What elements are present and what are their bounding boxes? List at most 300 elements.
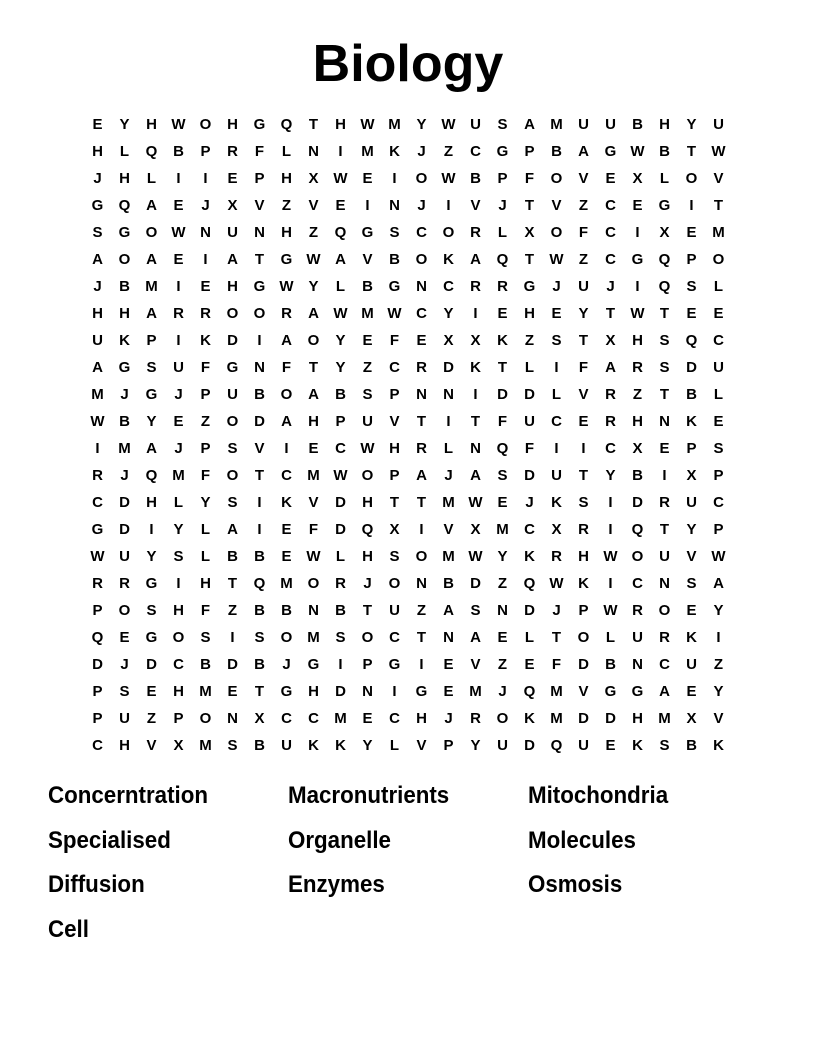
grid-letter: F <box>281 359 292 376</box>
grid-letter: D <box>227 332 238 349</box>
grid-letter: R <box>551 548 562 565</box>
grid-letter: R <box>227 143 238 160</box>
grid-letter: G <box>307 656 320 673</box>
grid-letter: D <box>524 467 535 484</box>
grid-letter: W <box>711 548 726 565</box>
grid-letter: T <box>254 683 265 700</box>
grid-letter: P <box>713 521 724 538</box>
grid-letter: L <box>713 386 724 403</box>
grid-letter: V <box>308 494 319 511</box>
grid-letter: R <box>416 359 427 376</box>
grid-letter: N <box>254 359 265 376</box>
grid-letter: I <box>257 494 262 511</box>
grid-letter: W <box>279 278 294 295</box>
grid-letter: P <box>362 656 373 673</box>
grid-letter: R <box>119 575 130 592</box>
grid-letter: U <box>713 116 724 133</box>
grid-letter: R <box>173 305 184 322</box>
grid-letter: Y <box>335 359 346 376</box>
grid-letter: P <box>686 251 697 268</box>
grid-letter: K <box>524 710 535 727</box>
grid-letter: Y <box>308 278 319 295</box>
grid-letter: D <box>335 521 346 538</box>
grid-letter: M <box>469 683 482 700</box>
grid-letter: E <box>578 413 589 430</box>
grid-letter: E <box>713 413 724 430</box>
grid-letter: W <box>90 413 105 430</box>
grid-letter: E <box>362 170 373 187</box>
grid-letter: P <box>524 143 535 160</box>
grid-letter: H <box>389 440 400 457</box>
grid-letter: G <box>91 197 104 214</box>
word-list-item: Molecules <box>528 826 636 854</box>
grid-letter: F <box>308 521 319 538</box>
grid-letter: I <box>338 143 343 160</box>
grid-letter: L <box>605 629 616 646</box>
grid-letter: F <box>200 602 211 619</box>
grid-row <box>84 167 732 194</box>
grid-letter: I <box>608 521 613 538</box>
grid-letter: H <box>227 116 238 133</box>
grid-letter: G <box>604 143 617 160</box>
grid-letter: X <box>551 521 562 538</box>
grid-letter: H <box>146 494 157 511</box>
grid-letter: N <box>308 602 319 619</box>
word-list-item: Macronutrients <box>288 782 450 809</box>
grid-letter: K <box>524 548 535 565</box>
grid-letter: A <box>659 683 670 700</box>
grid-letter: A <box>146 440 157 457</box>
grid-letter: R <box>578 521 589 538</box>
grid-letter: C <box>416 305 427 322</box>
grid-letter: T <box>578 467 589 484</box>
grid-letter: L <box>524 359 535 376</box>
grid-letter: W <box>360 440 375 457</box>
grid-letter: Z <box>308 224 319 241</box>
grid-letter: C <box>605 251 616 268</box>
grid-letter: C <box>389 629 400 646</box>
grid-letter: Z <box>497 575 508 592</box>
grid-letter: N <box>308 143 319 160</box>
grid-letter: A <box>605 359 616 376</box>
grid-letter: K <box>713 737 724 754</box>
grid-letter: T <box>308 359 319 376</box>
grid-letter: E <box>443 683 454 700</box>
grid-letter: D <box>119 521 130 538</box>
grid-row <box>84 248 732 275</box>
grid-letter: P <box>92 710 103 727</box>
grid-letter: I <box>284 440 289 457</box>
grid-letter: B <box>443 575 454 592</box>
grid-letter: X <box>227 197 238 214</box>
grid-letter: W <box>441 116 456 133</box>
grid-letter: C <box>389 710 400 727</box>
grid-letter: M <box>307 629 320 646</box>
grid-letter: Y <box>605 467 616 484</box>
grid-letter: B <box>686 737 697 754</box>
grid-letter: V <box>551 197 562 214</box>
grid-letter: B <box>119 413 130 430</box>
grid-letter: S <box>389 548 400 565</box>
grid-letter: U <box>389 602 400 619</box>
grid-letter: K <box>686 629 697 646</box>
grid-letter: K <box>443 251 454 268</box>
grid-letter: M <box>550 683 563 700</box>
grid-letter: Y <box>686 521 697 538</box>
grid-letter: R <box>470 224 481 241</box>
grid-letter: F <box>389 332 400 349</box>
grid-letter: Z <box>578 251 589 268</box>
grid-letter: U <box>497 737 508 754</box>
grid-letter: H <box>524 305 535 322</box>
grid-letter: A <box>524 116 535 133</box>
grid-letter: Z <box>443 143 454 160</box>
grid-letter: J <box>120 386 129 403</box>
grid-letter: T <box>524 251 535 268</box>
grid-letter: K <box>686 413 697 430</box>
grid-letter: U <box>686 656 697 673</box>
grid-letter: O <box>415 170 428 187</box>
grid-letter: J <box>93 170 102 187</box>
grid-letter: D <box>605 710 616 727</box>
grid-letter: A <box>281 332 292 349</box>
grid-letter: Y <box>470 737 481 754</box>
grid-letter: U <box>227 386 238 403</box>
grid-letter: O <box>172 629 185 646</box>
grid-letter: G <box>388 656 401 673</box>
letter-grid <box>84 113 732 761</box>
grid-letter: X <box>686 467 697 484</box>
grid-letter: I <box>176 170 181 187</box>
grid-letter: E <box>335 197 346 214</box>
grid-letter: E <box>416 332 427 349</box>
grid-letter: W <box>333 467 348 484</box>
grid-letter: N <box>470 440 481 457</box>
grid-letter: P <box>92 602 103 619</box>
grid-letter: R <box>416 440 427 457</box>
grid-letter: V <box>362 251 373 268</box>
grid-letter: C <box>632 575 643 592</box>
grid-letter: L <box>524 629 535 646</box>
grid-letter: E <box>713 305 724 322</box>
grid-letter: Y <box>200 494 211 511</box>
grid-row <box>84 383 732 410</box>
grid-letter: G <box>361 224 374 241</box>
grid-letter: J <box>282 656 291 673</box>
grid-letter: U <box>632 629 643 646</box>
grid-letter: I <box>635 224 640 241</box>
grid-letter: Q <box>334 224 347 241</box>
grid-row <box>84 707 732 734</box>
grid-letter: O <box>550 170 563 187</box>
grid-letter: T <box>470 413 481 430</box>
grid-letter: C <box>416 224 427 241</box>
grid-letter: V <box>416 737 427 754</box>
grid-row <box>84 410 732 437</box>
grid-letter: B <box>335 386 346 403</box>
grid-letter: G <box>145 575 158 592</box>
grid-letter: E <box>200 278 211 295</box>
grid-letter: H <box>632 710 643 727</box>
grid-letter: D <box>146 656 157 673</box>
grid-letter: Y <box>713 602 724 619</box>
grid-letter: X <box>443 332 454 349</box>
grid-letter: V <box>308 197 319 214</box>
grid-letter: K <box>281 494 292 511</box>
word-list-item: Cell <box>48 915 89 943</box>
grid-letter: E <box>173 197 184 214</box>
grid-letter: I <box>176 575 181 592</box>
grid-letter: O <box>226 413 239 430</box>
word-list-item: Osmosis <box>528 871 623 898</box>
grid-letter: R <box>605 413 616 430</box>
grid-letter: F <box>524 440 535 457</box>
grid-letter: E <box>524 656 535 673</box>
grid-letter: G <box>415 683 428 700</box>
grid-letter: B <box>254 548 265 565</box>
grid-letter: I <box>446 197 451 214</box>
grid-letter: H <box>92 305 103 322</box>
grid-letter: C <box>470 143 481 160</box>
grid-letter: C <box>713 332 724 349</box>
grid-letter: E <box>146 683 157 700</box>
grid-letter: C <box>605 197 616 214</box>
grid-letter: L <box>146 170 157 187</box>
grid-letter: G <box>280 683 293 700</box>
grid-letter: W <box>603 548 618 565</box>
grid-letter: B <box>686 386 697 403</box>
grid-row <box>84 518 732 545</box>
grid-letter: C <box>335 440 346 457</box>
grid-letter: Z <box>362 359 373 376</box>
grid-row <box>84 491 732 518</box>
grid-letter: L <box>335 278 346 295</box>
grid-letter: P <box>173 710 184 727</box>
grid-letter: G <box>604 683 617 700</box>
grid-letter: T <box>389 494 400 511</box>
grid-letter: T <box>416 494 427 511</box>
grid-letter: A <box>146 197 157 214</box>
grid-letter: S <box>470 602 481 619</box>
grid-letter: B <box>389 251 400 268</box>
grid-letter: J <box>174 386 183 403</box>
grid-letter: Y <box>119 116 130 133</box>
grid-letter: D <box>335 494 346 511</box>
grid-letter: U <box>605 116 616 133</box>
grid-letter: B <box>659 143 670 160</box>
grid-letter: H <box>227 278 238 295</box>
grid-letter: J <box>417 143 426 160</box>
grid-letter: W <box>90 548 105 565</box>
grid-letter: Q <box>361 521 374 538</box>
grid-letter: O <box>118 251 131 268</box>
grid-letter: H <box>659 116 670 133</box>
grid-letter: Y <box>497 548 508 565</box>
grid-letter: Q <box>145 143 158 160</box>
grid-letter: E <box>659 440 670 457</box>
grid-letter: U <box>713 359 724 376</box>
grid-letter: U <box>551 467 562 484</box>
grid-letter: W <box>333 305 348 322</box>
grid-letter: T <box>524 197 535 214</box>
grid-letter: E <box>686 602 697 619</box>
grid-letter: H <box>362 548 373 565</box>
grid-letter: R <box>470 278 481 295</box>
grid-letter: I <box>257 521 262 538</box>
grid-letter: S <box>227 440 238 457</box>
grid-letter: T <box>362 602 373 619</box>
grid-letter: T <box>605 305 616 322</box>
grid-letter: N <box>227 710 238 727</box>
grid-letter: S <box>335 629 346 646</box>
grid-letter: T <box>254 467 265 484</box>
grid-letter: R <box>605 386 616 403</box>
grid-letter: Q <box>523 575 536 592</box>
grid-letter: U <box>470 116 481 133</box>
grid-row <box>84 275 732 302</box>
grid-letter: I <box>176 332 181 349</box>
grid-letter: B <box>173 143 184 160</box>
grid-letter: I <box>257 332 262 349</box>
grid-letter: J <box>120 656 129 673</box>
grid-letter: E <box>281 548 292 565</box>
grid-letter: O <box>226 467 239 484</box>
grid-letter: Q <box>550 737 563 754</box>
grid-letter: J <box>606 278 615 295</box>
grid-letter: T <box>227 575 238 592</box>
grid-letter: I <box>203 251 208 268</box>
grid-row <box>84 356 732 383</box>
grid-letter: N <box>497 602 508 619</box>
grid-letter: H <box>578 548 589 565</box>
grid-letter: H <box>119 737 130 754</box>
grid-letter: L <box>497 224 508 241</box>
grid-letter: M <box>199 737 212 754</box>
grid-letter: D <box>578 710 589 727</box>
grid-letter: T <box>416 629 427 646</box>
grid-letter: O <box>226 305 239 322</box>
grid-letter: A <box>146 305 157 322</box>
grid-row <box>84 194 732 221</box>
grid-letter: V <box>254 440 265 457</box>
grid-letter: E <box>497 494 508 511</box>
grid-letter: F <box>578 359 589 376</box>
grid-letter: E <box>497 305 508 322</box>
grid-letter: I <box>473 305 478 322</box>
grid-letter: M <box>334 710 347 727</box>
grid-letter: O <box>631 548 644 565</box>
grid-row <box>84 437 732 464</box>
grid-letter: L <box>200 521 211 538</box>
word-list-item: Concerntration <box>48 782 208 809</box>
grid-letter: A <box>308 386 319 403</box>
grid-letter: P <box>92 683 103 700</box>
grid-letter: W <box>171 116 186 133</box>
grid-letter: K <box>389 143 400 160</box>
grid-letter: P <box>578 602 589 619</box>
grid-letter: G <box>145 386 158 403</box>
grid-letter: C <box>713 494 724 511</box>
word-list-item: Diffusion <box>48 871 145 898</box>
grid-letter: C <box>524 521 535 538</box>
grid-letter: Q <box>658 278 671 295</box>
grid-letter: E <box>605 170 616 187</box>
grid-letter: R <box>335 575 346 592</box>
grid-letter: X <box>470 332 481 349</box>
grid-letter: C <box>308 710 319 727</box>
grid-letter: H <box>335 116 346 133</box>
grid-letter: S <box>389 224 400 241</box>
grid-letter: X <box>470 521 481 538</box>
grid-letter: K <box>632 737 643 754</box>
grid-letter: Y <box>173 521 184 538</box>
grid-letter: E <box>605 737 616 754</box>
grid-letter: P <box>200 143 211 160</box>
grid-letter: L <box>281 143 292 160</box>
grid-letter: Y <box>416 116 427 133</box>
grid-letter: E <box>686 683 697 700</box>
grid-letter: M <box>550 710 563 727</box>
grid-letter: P <box>254 170 265 187</box>
grid-letter: L <box>335 548 346 565</box>
grid-letter: G <box>145 629 158 646</box>
grid-letter: B <box>200 656 211 673</box>
grid-letter: Z <box>281 197 292 214</box>
grid-letter: Z <box>146 710 157 727</box>
grid-letter: Y <box>335 332 346 349</box>
grid-letter: K <box>335 737 346 754</box>
grid-letter: Q <box>685 332 698 349</box>
grid-letter: N <box>659 413 670 430</box>
grid-letter: U <box>578 278 589 295</box>
grid-letter: H <box>308 683 319 700</box>
grid-letter: B <box>254 737 265 754</box>
grid-letter: V <box>713 710 724 727</box>
grid-letter: M <box>658 710 671 727</box>
grid-letter: H <box>281 170 292 187</box>
grid-letter: Q <box>631 521 644 538</box>
grid-letter: Y <box>713 683 724 700</box>
grid-letter: X <box>389 521 400 538</box>
grid-letter: W <box>333 170 348 187</box>
grid-letter: J <box>552 278 561 295</box>
grid-letter: W <box>603 602 618 619</box>
grid-letter: M <box>361 143 374 160</box>
grid-letter: Z <box>632 386 643 403</box>
grid-letter: H <box>119 305 130 322</box>
grid-letter: V <box>578 170 589 187</box>
grid-letter: E <box>686 305 697 322</box>
grid-letter: U <box>173 359 184 376</box>
grid-row <box>84 329 732 356</box>
grid-letter: X <box>254 710 265 727</box>
grid-letter: P <box>146 332 157 349</box>
grid-letter: T <box>254 251 265 268</box>
grid-letter: G <box>658 197 671 214</box>
grid-letter: F <box>551 656 562 673</box>
page-title: Biology <box>312 35 504 93</box>
grid-letter: M <box>712 224 725 241</box>
grid-letter: A <box>308 305 319 322</box>
grid-letter: G <box>388 278 401 295</box>
grid-letter: J <box>417 197 426 214</box>
grid-letter: K <box>497 332 508 349</box>
grid-letter: D <box>524 737 535 754</box>
grid-letter: Q <box>253 575 266 592</box>
grid-letter: E <box>227 683 238 700</box>
grid-letter: M <box>172 467 185 484</box>
grid-letter: I <box>392 170 397 187</box>
